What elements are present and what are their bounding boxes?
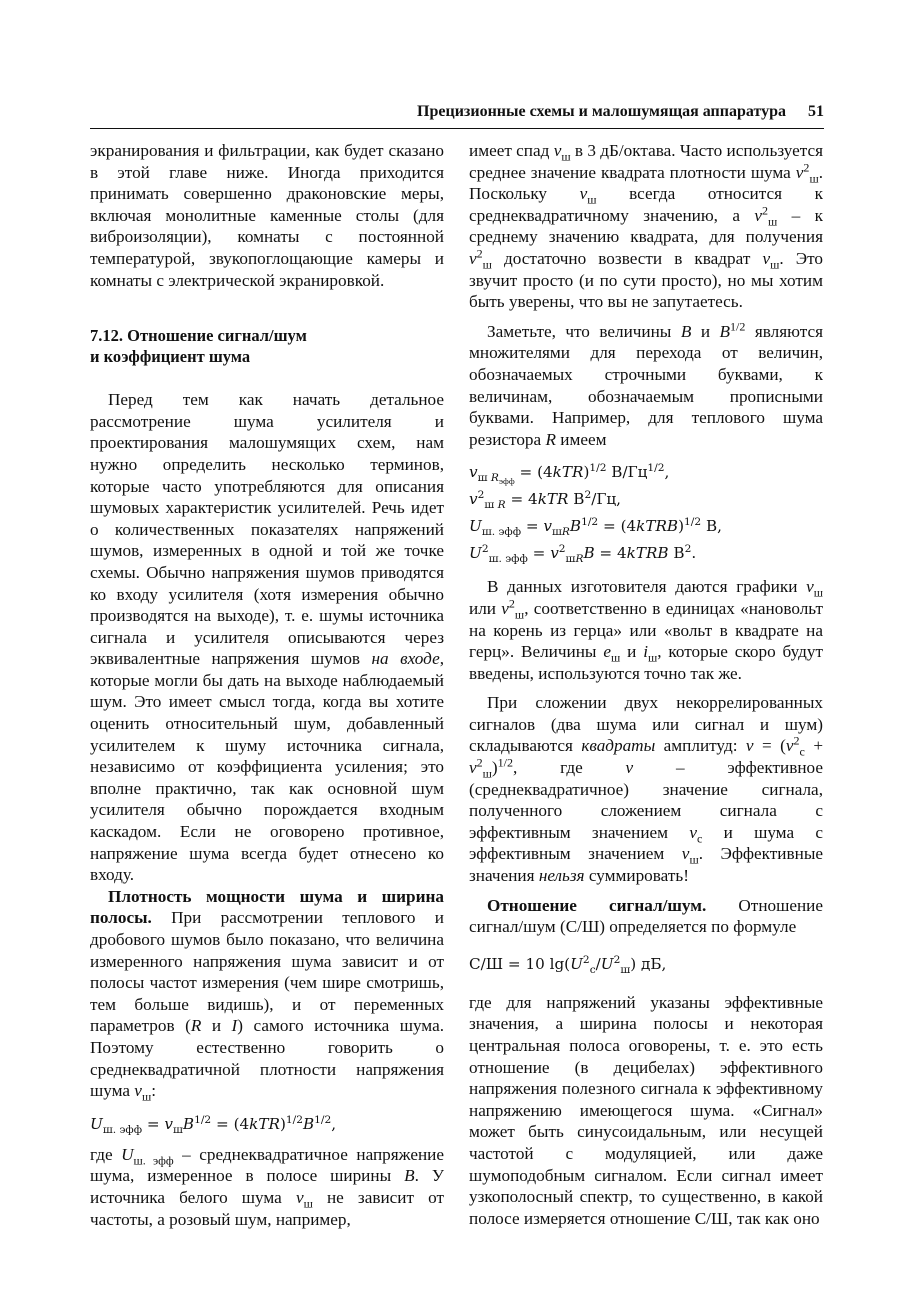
symbol: v: [469, 490, 478, 509]
symbol: B: [583, 544, 595, 563]
subscript: с: [696, 831, 703, 846]
text-span: . Поскольку: [469, 162, 823, 204]
subscript: ш: [141, 1089, 152, 1104]
subscript: ш: [610, 650, 621, 665]
running-title: Прецизионные схемы и малошумящая аппаратура: [417, 103, 786, 120]
formula-u-eff: [90, 1112, 444, 1136]
symbol: e: [603, 642, 611, 662]
symbol: U: [600, 954, 614, 973]
symbol: U: [469, 517, 482, 536]
subscript: ш: [587, 192, 597, 207]
text-span: ) самого источника шума. Поэтому естественно говорить о среднеквадратичной плотности напряжения шума: [90, 1016, 444, 1101]
symbol: U: [121, 1144, 134, 1164]
paragraph-terms: [90, 389, 444, 886]
subscript: ш: [809, 171, 819, 186]
symbol: U: [90, 1114, 103, 1133]
text-span: С/Ш = 10 lg(: [469, 954, 571, 973]
symbol: kTR: [537, 490, 569, 509]
symbol: B: [404, 1166, 415, 1186]
symbol: v: [745, 736, 754, 756]
symbol: v: [625, 758, 634, 778]
text-span: ш: [565, 552, 576, 566]
superscript: 1/2: [684, 515, 702, 529]
emphasis: квадраты: [581, 736, 656, 756]
symbol: R: [490, 471, 499, 485]
text-span: :: [151, 1081, 156, 1101]
formula-v2-r: [469, 487, 823, 514]
subscript: ш: [303, 1196, 313, 1211]
subscript: ш: [514, 607, 525, 622]
symbol: kTR: [552, 463, 584, 482]
formula-u-eff-b: [469, 514, 823, 541]
paragraph-white-noise: [90, 1144, 444, 1230]
text-span: ): [279, 1114, 286, 1133]
text-span: . У источника белого шума: [90, 1166, 444, 1207]
subscript: ш: [813, 585, 823, 600]
text-span: , которые скоро будут введены, используются точно так же.: [469, 642, 823, 683]
text-span: не зависит от частоты, а розовый шум, например,: [90, 1187, 445, 1229]
symbol: v: [469, 248, 477, 268]
text-span: = (4: [514, 463, 553, 482]
symbol: I: [231, 1016, 238, 1036]
symbol: v: [754, 205, 763, 225]
text-span: и шума с эффективным значением: [469, 822, 823, 864]
text-span: . Эффективные значения: [469, 844, 823, 886]
subscript: ш: [647, 650, 658, 665]
text-span: В данных изготовителя даются графики: [487, 577, 807, 597]
superscript: 2: [558, 542, 566, 556]
symbol: B: [182, 1114, 195, 1133]
formula-snr: [469, 952, 823, 976]
subscript: эфф: [498, 477, 515, 487]
run-in-heading: Отношение сигнал/шум.: [487, 895, 707, 915]
paragraph-manufacturer-data: [469, 576, 823, 684]
superscript: 1/2: [194, 1112, 212, 1126]
paragraph-noise-density: [90, 886, 444, 1102]
symbol: i: [643, 642, 648, 662]
text-span: При рассмотрении теплового и дробового шумов было показано, что величина измеренного напряжения шума зависит и от полосы частот измерения (чем шире смотришь, тем больше видишь), и от переменных параметров (: [90, 908, 444, 1036]
superscript: 1/2: [589, 461, 607, 475]
subscript: ш. эфф: [488, 552, 528, 566]
text-span: ): [678, 517, 685, 536]
section-title-line1: 7.12. Отношение сигнал/шум: [90, 326, 307, 346]
subscript: ш: [770, 257, 780, 272]
text-span: В: [568, 490, 585, 509]
subscript: [477, 471, 515, 487]
superscript: 2: [793, 733, 800, 748]
symbol: U: [469, 544, 482, 563]
text-span: ш: [477, 471, 488, 485]
symbol: v: [795, 162, 804, 182]
symbol: v: [681, 844, 690, 864]
text-span: = (: [753, 736, 786, 756]
paragraph-pink-noise: [469, 140, 823, 313]
text-span: суммировать!: [584, 866, 689, 886]
superscript: 1/2: [314, 1112, 332, 1126]
subscript: с: [799, 744, 805, 759]
text-span: =: [142, 1114, 165, 1133]
text-span: .: [691, 544, 697, 563]
subscript: ш: [482, 766, 492, 781]
superscript: 2: [584, 488, 592, 502]
text-span: , которые могли бы дать на выходе наблюдаемый шум. Это имеет смысл тогда, когда вы хотите оценить относительный шум, добавленный усилителем к шуму источника сигнала, независимо от коэффициента усиления; это вполне практично, так как основной шум усилителя обычно порождается входным каскадом. Если не оговорено противное, напряжение шума всегда будет отнесено ко входу.: [90, 649, 444, 885]
superscript: 1/2: [285, 1112, 303, 1126]
symbol: B: [302, 1114, 315, 1133]
superscript: 2: [477, 488, 485, 502]
text-span: или: [469, 598, 502, 618]
symbol: B: [680, 321, 692, 341]
superscript: 2: [508, 596, 515, 611]
paragraph-shielding: экранирования и фильтрации, как будет сказано в этой главе ниже. Иногда приходится принимать совершенно драконовские меры, включая монолитные каменные столы (для виброизоляции), комнаты с постоянной температурой, звукопоглощающие камеры и комнаты с электрической экранировкой.: [90, 141, 444, 290]
text-span: в 3 дБ/октава. Часто используется среднее значение квадрата плотности шума: [469, 141, 823, 182]
text-span: всегда относится к среднеквадратичному значению, а: [469, 184, 823, 225]
section-title-line2: и коэффициент шума: [90, 347, 251, 367]
symbol: v: [469, 463, 478, 482]
text-span: = 4: [505, 490, 538, 509]
text-span: и: [691, 321, 720, 341]
symbol: v: [785, 736, 794, 756]
emphasis: на входе: [371, 649, 440, 669]
formula-u2-eff: [469, 541, 823, 568]
superscript: 1/2: [647, 461, 665, 475]
subscript: ш: [482, 257, 492, 272]
subscript: ш: [768, 214, 778, 229]
paragraph-snr-explanation: где для напряжений указаны эффективные значения, а ширина полосы и некоторая центральная полоса оговорены, т. е. это есть отношение (в децибелах) эффективного напряжения полезного сигнала к эффективному напряжению имеющегося шума. «Сигнал» может быть синусоидальным, или несущей частотой с модуляцией, или даже шумоподобным сигналом. Если сигнал имеет узкополосный спектр, то существенно, в какой полосе измеряется отношение С/Ш, так как оно: [469, 992, 823, 1228]
symbol: v: [762, 248, 771, 268]
text-span: =: [527, 544, 551, 563]
symbol: R: [190, 1016, 202, 1036]
subscript: ш: [620, 962, 631, 976]
symbol: kTR: [249, 1114, 280, 1133]
subscript: с: [589, 962, 596, 976]
text-span: Заметьте, что величины: [487, 321, 681, 341]
paragraph-uncorrelated: [469, 692, 823, 886]
subscript: ш: [173, 1122, 183, 1136]
section-title: [90, 325, 444, 367]
subscript: [484, 498, 505, 511]
text-span: являются множителями для перехода от величин, обозначаемых строчными буквами, к величинам, обозначаемым прописными буквами. Например, для теплового шума резистора: [469, 321, 823, 449]
symbol: v: [164, 1114, 174, 1133]
text-span: =: [521, 517, 544, 536]
text-span: В: [668, 544, 685, 563]
symbol: R: [497, 498, 506, 512]
paragraph-multipliers: [469, 321, 823, 451]
text-span: ): [491, 758, 498, 778]
text-span: достаточно возвести в квадрат: [491, 248, 763, 268]
superscript: 1/2: [581, 515, 599, 529]
text-span: где: [90, 1144, 122, 1164]
text-span: . Это звучит просто (и по сути просто), но мы хотим быть уверены, что вы не запутаетесь.: [469, 248, 823, 312]
text-span: и: [201, 1016, 232, 1036]
text-span: ) дБ,: [630, 954, 667, 973]
text-span: амплитуд:: [655, 736, 746, 756]
symbol: R: [561, 525, 570, 539]
superscript: 2: [684, 542, 692, 556]
running-header: [90, 102, 824, 129]
subscript: ш: [689, 852, 699, 867]
symbol: B: [569, 517, 582, 536]
emphasis: нельзя: [538, 866, 585, 886]
superscript: 2: [476, 755, 483, 770]
symbol: v: [553, 141, 562, 160]
text-span: ш: [484, 498, 495, 512]
text-span: = (4: [598, 517, 637, 536]
symbol: R: [545, 429, 556, 449]
symbol: v: [134, 1081, 142, 1101]
text-span: ,: [664, 463, 670, 482]
superscript: 2: [582, 952, 590, 966]
text-span: ): [583, 463, 590, 482]
subscript: ш. эфф: [133, 1153, 174, 1168]
symbol: B: [719, 321, 730, 341]
symbol: kTRB: [626, 544, 669, 563]
symbol: v: [501, 598, 509, 618]
left-column: [90, 140, 444, 1230]
symbol: v: [550, 544, 559, 563]
superscript: 2: [476, 246, 483, 261]
text-span: имеет спад: [469, 141, 554, 160]
text-span: имеем: [555, 429, 607, 449]
symbol: v: [806, 577, 814, 597]
right-column: [469, 140, 823, 1229]
superscript: 2: [762, 203, 769, 218]
subscript: ш. эфф: [102, 1122, 143, 1136]
text-span: – среднеквадратичное напряжение шума, измеренное в полосе ширины: [90, 1144, 444, 1186]
symbol: U: [570, 954, 583, 973]
subscript: [552, 525, 570, 538]
text-span: В,: [701, 517, 722, 536]
text-span: /Гц,: [591, 490, 622, 509]
superscript: 2: [481, 542, 489, 556]
symbol: v: [543, 517, 553, 536]
symbol: v: [469, 758, 477, 778]
symbol: R: [575, 552, 584, 566]
symbol: v: [689, 822, 697, 842]
superscript: 2: [803, 159, 810, 174]
text-span: , где: [513, 758, 626, 778]
subscript: [566, 552, 584, 565]
text-span: ,: [331, 1114, 337, 1133]
text-span: ш: [552, 525, 562, 539]
text-span: – к среднему значению квадрата, для получения: [469, 205, 823, 247]
superscript: 2: [613, 952, 621, 966]
text-span: При сложении двух некоррелированных сигналов (два шума или сигнал и шум) складываются: [469, 693, 823, 756]
text-span: – эффективное (среднеквадратичное) значение сигнала, полученного сложением сигнала с эффективным значением: [469, 758, 823, 842]
run-in-heading: Плотность мощности шума и ширина полосы.: [90, 886, 444, 928]
page-number: 51: [808, 103, 824, 120]
superscript: 1/2: [730, 319, 746, 334]
symbol: v: [579, 184, 588, 204]
text-span: = 4: [594, 544, 627, 563]
text-span: = (4: [211, 1114, 250, 1133]
superscript: 1/2: [497, 755, 514, 770]
formula-group-thermal: [469, 460, 823, 568]
symbol: v: [295, 1187, 304, 1207]
formula-v-r-eff: [469, 460, 823, 487]
text-span: Перед тем как начать детальное рассмотрение шума усилителя и проектирования малошумящих схем, нам нужно определить несколько терминов, которые часто употребляются для описания шумовых характеристик усилителей. Речь идет о количественных показателях напряжений шумов, измеренных в одной и той же точке схемы. Обычно напряжения шумов приводятся ко входу усилителя (хотя измерения обычно производятся на выходе), т. е. шумы источника сигнала и усилителя описываются через эквивалентные напряжения шумов: [90, 390, 444, 669]
paragraph-snr-definition: [469, 895, 823, 938]
text-span: В/Гц: [606, 463, 648, 482]
text-span: /: [595, 954, 601, 973]
subscript: ш: [561, 149, 571, 164]
text-span: Отношение сигнал/шум (С/Ш) определяется по формуле: [469, 895, 823, 937]
subscript: ш. эфф: [481, 525, 522, 539]
text-span: и: [620, 642, 644, 662]
symbol: kTRB: [636, 517, 679, 536]
text-span: , соответственно в единицах «нановольт на корень из герца» или «вольт в квадрате на герц». Величины: [469, 598, 823, 662]
text-span: +: [804, 736, 824, 756]
